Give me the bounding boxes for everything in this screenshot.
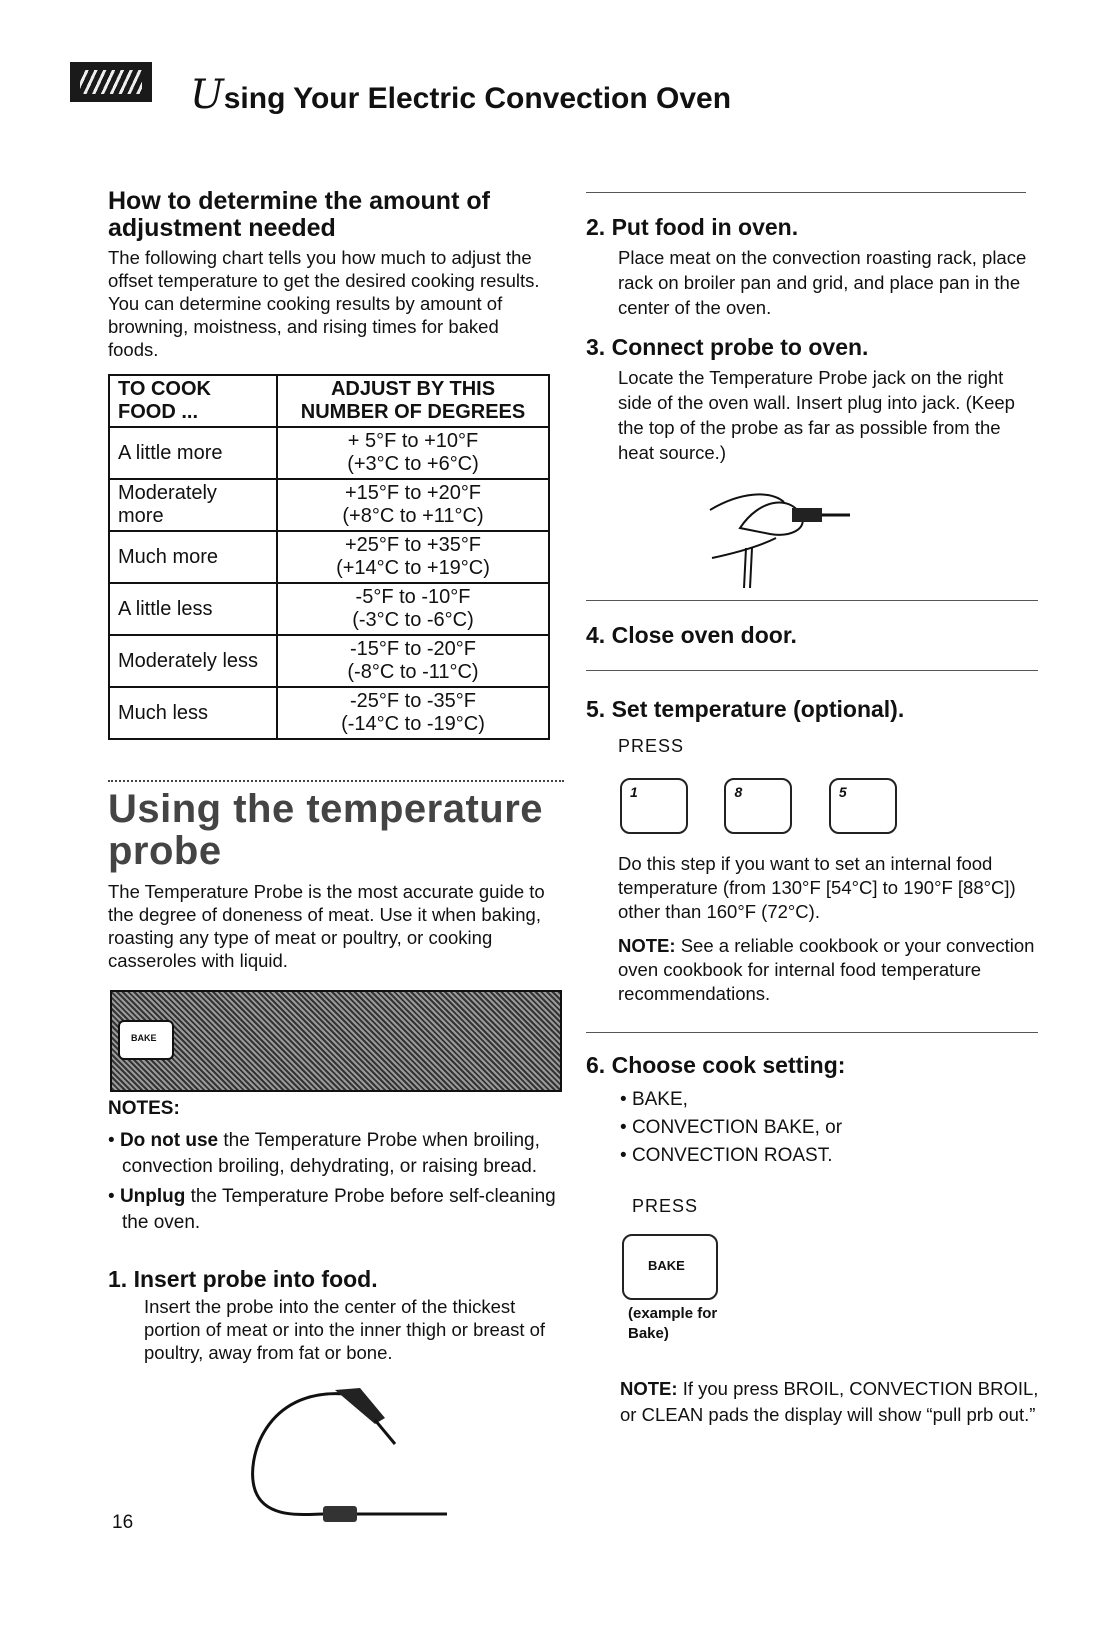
step-number: 6. — [586, 1052, 606, 1078]
table-row — [109, 427, 549, 479]
page-number: 16 — [112, 1512, 134, 1533]
note-item: • Unplug the Temperature Probe before self-cleaning the oven. — [108, 1186, 556, 1233]
note-bold: Do not use — [119, 1130, 219, 1151]
row-label: Much less — [109, 687, 277, 739]
divider — [586, 670, 1038, 671]
row-values — [277, 427, 549, 479]
row-value-c: (+14°C to +19°C) — [336, 557, 490, 579]
table-row — [109, 687, 549, 739]
notes-heading: NOTES: — [108, 1098, 180, 1119]
step-3-heading — [586, 334, 1036, 361]
row-values — [277, 531, 549, 583]
panel-bake-key — [118, 1020, 174, 1060]
list-item: • CONVECTION ROAST. — [620, 1142, 842, 1170]
key-5-button[interactable] — [829, 778, 897, 834]
step-3 — [586, 334, 1036, 465]
table-header-degrees: ADJUST BY THIS NUMBER OF DEGREES — [277, 375, 549, 427]
step-title: Choose cook setting: — [611, 1052, 846, 1078]
note-bold: Unplug — [119, 1186, 186, 1207]
step-number: 3. — [586, 334, 606, 360]
probe-handle-icon — [323, 1506, 357, 1522]
adjust-body: The following chart tells you how much to adjust the offset temperature to get the desired cooking results. You can determine cooking results by amount of browning, moistness, and rising times for baked foods. — [108, 247, 540, 360]
step-3-body: Locate the Temperature Probe jack on the right side of the oven wall. Insert plug into jack. (Keep the top of the probe as far as possible from the heat source.) — [618, 367, 1015, 463]
adjust-section — [108, 188, 548, 361]
list-item: • CONVECTION BAKE, or — [620, 1114, 842, 1142]
step-title: Put food in oven. — [611, 214, 799, 240]
page-title-initial: U — [190, 72, 224, 118]
row-values — [277, 479, 549, 531]
table-row — [109, 583, 549, 635]
step-2-heading — [586, 214, 1036, 241]
step-title: Insert probe into food. — [133, 1266, 378, 1292]
note-text: If you press BROIL, CONVECTION BROIL, or CLEAN pads the display will show “pull prb out.” — [620, 1378, 1039, 1425]
row-label: A little less — [109, 583, 277, 635]
key-label: 1 — [630, 784, 638, 800]
bake-key-label: BAKE — [648, 1258, 685, 1273]
cook-settings-list — [620, 1086, 842, 1170]
key-1-button[interactable] — [620, 778, 688, 834]
step-title: Set temperature (optional). — [611, 696, 905, 722]
row-value-c: (-14°C to -19°C) — [341, 713, 485, 735]
row-label: A little more — [109, 427, 277, 479]
step-5-note — [618, 934, 1036, 1006]
step-number: 5. — [586, 696, 606, 722]
key-label: 5 — [838, 784, 847, 800]
row-value-c: (-8°C to -11°C) — [347, 661, 479, 683]
row-value-f: +25°F to +35°F — [344, 534, 482, 556]
step-title: Connect probe to oven. — [611, 334, 869, 360]
step-number: 1. — [108, 1266, 128, 1292]
divider — [108, 780, 564, 782]
step-4-heading — [586, 622, 797, 649]
row-label: Moderately more — [109, 479, 277, 531]
step-title: Close oven door. — [611, 622, 797, 648]
row-value-f: -15°F to -20°F — [349, 638, 477, 660]
note-label: NOTE: — [618, 935, 676, 956]
control-panel-image — [110, 990, 562, 1092]
key-label: 8 — [734, 784, 743, 800]
step-5-heading — [586, 696, 904, 723]
divider — [586, 1032, 1038, 1033]
probe-intro: The Temperature Probe is the most accurate guide to the degree of doneness of meat. Use it when baking, roasting any type of meat or poultry, or cooking casseroles with liquid. — [108, 881, 545, 971]
list-item: • BAKE, — [620, 1086, 842, 1114]
header-logo-badge — [70, 62, 152, 102]
hand-inserting-plug-illustration — [700, 488, 870, 588]
bake-button[interactable] — [622, 1234, 718, 1300]
step-number: 4. — [586, 622, 606, 648]
row-value-c: (-3°C to -6°C) — [352, 609, 474, 631]
step-number: 2. — [586, 214, 606, 240]
key-8-button[interactable] — [724, 778, 792, 834]
probe-illustration — [225, 1380, 455, 1540]
table-row — [109, 531, 549, 583]
table-row — [109, 635, 549, 687]
note-item: • Do not use the Temperature Probe when broiling, convection broiling, dehydrating, or raising bread. — [108, 1130, 540, 1177]
note-text: the Temperature Probe before self-cleaning the oven. — [122, 1186, 556, 1233]
step-1-heading — [108, 1266, 568, 1293]
table-row — [109, 479, 549, 531]
row-values — [277, 583, 549, 635]
row-values — [277, 635, 549, 687]
number-keys — [620, 778, 929, 839]
page-title-rest: sing Your Electric Convection Oven — [223, 82, 732, 115]
probe-section-title: Using the temperature probe — [108, 787, 544, 873]
example-caption: (example for Bake) — [628, 1305, 718, 1342]
row-label: Much more — [109, 531, 277, 583]
step-2 — [586, 214, 1036, 320]
note-label: NOTE: — [620, 1378, 678, 1399]
page-title — [190, 72, 731, 118]
table-header-food: TO COOK FOOD ... — [109, 375, 277, 427]
row-value-f: -25°F to -35°F — [349, 690, 477, 712]
row-value-f: +15°F to +20°F — [344, 482, 482, 504]
row-label: Moderately less — [109, 635, 277, 687]
panel-bake-key-label: BAKE — [131, 1033, 157, 1043]
press-label-2: PRESS — [632, 1196, 699, 1216]
probe-plug-icon — [335, 1388, 385, 1424]
row-value-f: -5°F to -10°F — [355, 586, 471, 608]
step-5-body: Do this step if you want to set an internal food temperature (from 130°F [54°C] to 190°F [88°C]) other than 160°F (72°C). — [618, 853, 1016, 922]
plug-icon — [792, 508, 822, 522]
adjust-heading: How to determine the amount of adjustment needed — [108, 187, 490, 242]
note-text: the Temperature Probe when broiling, convection broiling, dehydrating, or raising bread. — [122, 1130, 540, 1177]
step-1 — [108, 1266, 568, 1364]
note-text: See a reliable cookbook or your convection oven cookbook for internal food temperature recommendations. — [618, 935, 1035, 1004]
table-header-row — [109, 375, 549, 427]
step-2-body: Place meat on the convection roasting rack, place rack on broiler pan and grid, and place pan in the center of the oven. — [618, 247, 1027, 318]
step-1-body: Insert the probe into the center of the thickest portion of meat or into the inner thigh or breast of poultry, away from fat or bone. — [144, 1296, 546, 1363]
step-6-note — [620, 1376, 1040, 1428]
divider — [586, 600, 1038, 601]
divider — [586, 192, 1026, 193]
row-value-f: + 5°F to +10°F — [347, 430, 479, 452]
press-label: PRESS — [618, 736, 685, 756]
notes-block — [108, 1098, 568, 1236]
adjustment-table — [108, 374, 550, 740]
row-values — [277, 687, 549, 739]
step-6-heading — [586, 1052, 845, 1079]
row-value-c: (+8°C to +11°C) — [342, 505, 484, 527]
row-value-c: (+3°C to +6°C) — [347, 453, 479, 475]
